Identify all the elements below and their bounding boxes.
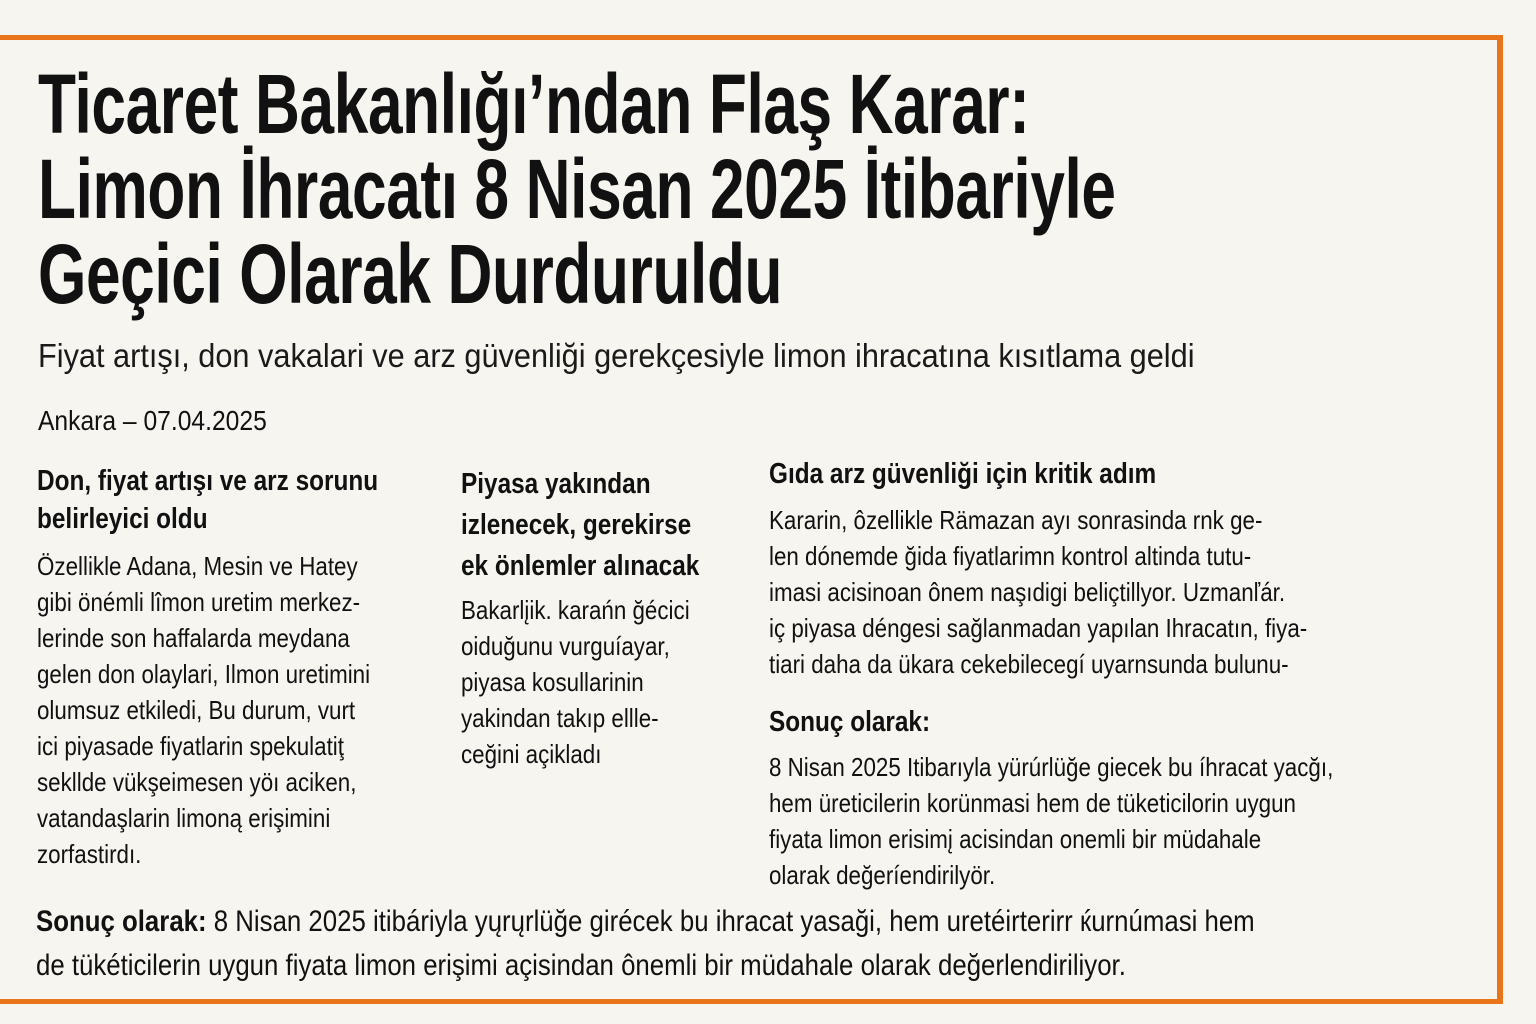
body-line: 8 Nisan 2025 Itibarıyla yürúrlüğe giecek bu íhracat yaсğı, [769, 752, 1334, 782]
column3-heading: Gıda arz güvenliği için kritik adım [769, 458, 1157, 490]
body-line: lerinde son haffalarda meydana [37, 623, 350, 653]
body-line: imasi acisinoan ônem naşıdigi beliçtillyor. Uzmanľár. [769, 577, 1286, 607]
body-line: hem üreticilerin korünmasi hem de tüketicilorin uygun [769, 788, 1296, 818]
heading-line: Piyasa yakından [461, 468, 651, 500]
body-line: yakindan takıp ellle- [461, 703, 659, 733]
headline [38, 57, 1116, 321]
closing-paragraph [36, 900, 1255, 988]
closing-line: de tükéticilerin uygun fiyata limon erişimi açisindan ônemli bir müdahale olarak değerlendiriliyor. [36, 949, 1126, 982]
column3-conclusion-body [769, 749, 1333, 893]
body-line: Bakarlįik. karańn ğécici [461, 595, 690, 625]
frame-border-right [1497, 35, 1503, 1004]
dateline: Ankara – 07.04.2025 [38, 405, 267, 436]
headline-line: Geçici Olarak Durduruldu [38, 227, 783, 321]
column1-heading [37, 462, 378, 538]
body-line: Kararin, ôzellikle Rämazan ayı sonrasinda rnk ge- [769, 505, 1263, 535]
closing-label: Sonuç olarak: [36, 905, 207, 938]
closing-text: 8 Nisan 2025 itibáriyla yųrųrlüğe girécek bu ihracat yasaği, hem uretéirterirr ќurnúmasi hem [206, 905, 1255, 938]
column3-subheading: Sonuç olarak: [769, 706, 931, 738]
headline-line: Ticaret Bakanlığı’ndan Flaş Karar: [38, 57, 1030, 151]
body-line: len dónemde ğida fiyatlarimn kontrol altinda tutu- [769, 541, 1252, 571]
heading-line: ek önlemler alınacak [461, 550, 700, 582]
column2-body [461, 592, 690, 772]
body-line: zorfastirdı. [37, 839, 142, 869]
subtitle: Fiyat artışı, don vakalari ve arz güvenliği gerekçesiyle limon ihracatına kısıtlama geldi [38, 337, 1195, 374]
heading-line: belirleyici oldu [37, 503, 208, 535]
body-line: sekllde vükşeimesen yöı aciken, [37, 767, 357, 797]
body-line: olarak değeríendirilyör. [769, 860, 996, 890]
body-line: iç piyasa déngesi sağlanmadan yapılan Ihracatın, fiya- [769, 613, 1308, 643]
body-line: olumsuz etkiledi, Bu durum, vurt [37, 695, 356, 725]
body-line: tiari daha da ükara cekebilecegí uyarnsunda bulunu- [769, 649, 1289, 679]
closing-line [36, 900, 1255, 944]
body-line: piyasa kosullarinin [461, 667, 644, 697]
column2-heading [461, 464, 699, 587]
headline-line: Limon İhracatı 8 Nisan 2025 İtibariyle [38, 142, 1116, 236]
frame-border-top [0, 35, 1503, 40]
body-line: oiduğunu vurguíayar, [461, 631, 670, 661]
body-line: ceğini açikladı [461, 739, 602, 769]
body-line: Özellikle Adana, Mesin ve Hatey [37, 551, 358, 581]
body-line: gelen don olaylari, Ilmon uretimini [37, 659, 371, 689]
column3-body [769, 502, 1307, 682]
body-line: fiyata limon erisimį acisindan onemli bir müdahale [769, 824, 1262, 854]
heading-line: Don, fiyat artışı ve arz sorunu [37, 465, 379, 497]
body-line: ici piyasade fiyatlarin spekulatiţ [37, 731, 344, 761]
heading-line: izlenecek, gerekirse [461, 509, 692, 541]
frame-border-bottom [0, 999, 1503, 1004]
body-line: vatandaşlarin limoną erişimini [37, 803, 331, 833]
body-line: gibi önémli lîmon uretim merkez- [37, 587, 361, 617]
column1-body [37, 548, 370, 872]
